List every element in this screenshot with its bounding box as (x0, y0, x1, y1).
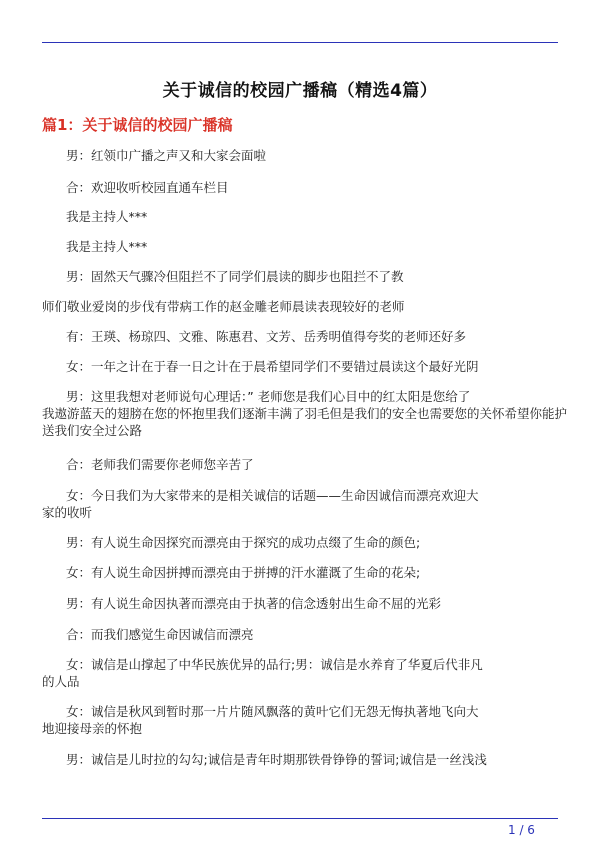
paragraph (42, 456, 562, 473)
paragraph-line: 家的收听 (42, 505, 93, 520)
paragraph-line: 女：一年之计在于春一日之计在于晨希望同学们不要错过晨读这个最好光阴 (66, 359, 479, 374)
paragraph (42, 564, 562, 581)
paragraph-line: 女：有人说生命因拼搏而漂亮由于拼搏的汗水灌溉了生命的花朵; (66, 565, 421, 580)
paragraph-line: 男：这里我想对老师说句心理话：” 老师您是我们心目中的红太阳是您给了 (66, 389, 471, 404)
paragraph (42, 298, 562, 315)
paragraph-line: 男：固然天气骤冷但阻拦不了同学们晨读的脚步也阻拦不了教 (66, 269, 404, 284)
paragraph-line: 师们敬业爱岗的步伐有带病工作的赵金雕老师晨读表现较好的老师 (42, 299, 405, 314)
section-heading: 篇1：关于诚信的校园广播稿 (42, 116, 233, 134)
header-rule (42, 42, 558, 43)
paragraph (42, 208, 562, 225)
document-title: 关于诚信的校园广播稿（精选4篇） (162, 81, 438, 101)
paragraph-line: 送我们安全过公路 (42, 423, 143, 438)
paragraph-line: 合：而我们感觉生命因诚信而漂亮 (66, 627, 254, 642)
paragraph-line: 男：有人说生命因执著而漂亮由于执著的信念透射出生命不屈的光彩 (66, 596, 442, 611)
paragraph-line: 合：欢迎收听校园直通车栏目 (66, 180, 229, 195)
paragraph-line: 男：红领巾广播之声又和大家会面啦 (66, 148, 267, 163)
paragraph (42, 238, 562, 255)
paragraph-line: 男：诚信是儿时拉的勾勾;诚信是青年时期那铁骨铮铮的誓词;诚信是一丝浅浅 (66, 752, 487, 767)
paragraph-line: 女：诚信是秋风到暂时那一片片随风飘落的黄叶它们无怨无悔执著地飞向大 (66, 704, 479, 719)
paragraph (42, 656, 562, 690)
page-number: 1 / 6 (508, 823, 535, 837)
paragraph (42, 595, 562, 612)
paragraph-line: 我遨游蓝天的翅膀在您的怀抱里我们逐渐丰满了羽毛但是我们的安全也需要您的关怀希望你能护 (42, 406, 568, 421)
paragraph-line: 女：诚信是山撑起了中华民族优异的品行;男：诚信是水养育了华夏后代非凡 (66, 657, 483, 672)
paragraph-line: 男：有人说生命因探究而漂亮由于探究的成功点缀了生命的颜色; (66, 535, 421, 550)
paragraph (42, 147, 562, 164)
paragraph-line: 有：王瑛、杨琼四、文雅、陈惠君、文芳、岳秀明值得夸奖的老师还好多 (66, 329, 467, 344)
paragraph (42, 388, 568, 439)
paragraph-line: 女：今日我们为大家带来的是相关诚信的话题——生命因诚信而漂亮欢迎大 (66, 488, 479, 503)
paragraph (42, 268, 562, 285)
paragraph-line: 的人品 (42, 674, 80, 689)
footer-rule (42, 818, 558, 819)
paragraph-line: 我是主持人*** (66, 239, 148, 254)
paragraph-line: 合：老师我们需要你老师您辛苦了 (66, 457, 254, 472)
paragraph (42, 328, 562, 345)
paragraph (42, 626, 562, 643)
paragraph (42, 487, 562, 521)
paragraph (42, 358, 562, 375)
paragraph-line: 地迎接母亲的怀抱 (42, 721, 143, 736)
paragraph-line: 我是主持人*** (66, 209, 148, 224)
paragraph (42, 751, 562, 768)
paragraph (42, 703, 562, 737)
paragraph (42, 534, 562, 551)
paragraph (42, 179, 562, 196)
